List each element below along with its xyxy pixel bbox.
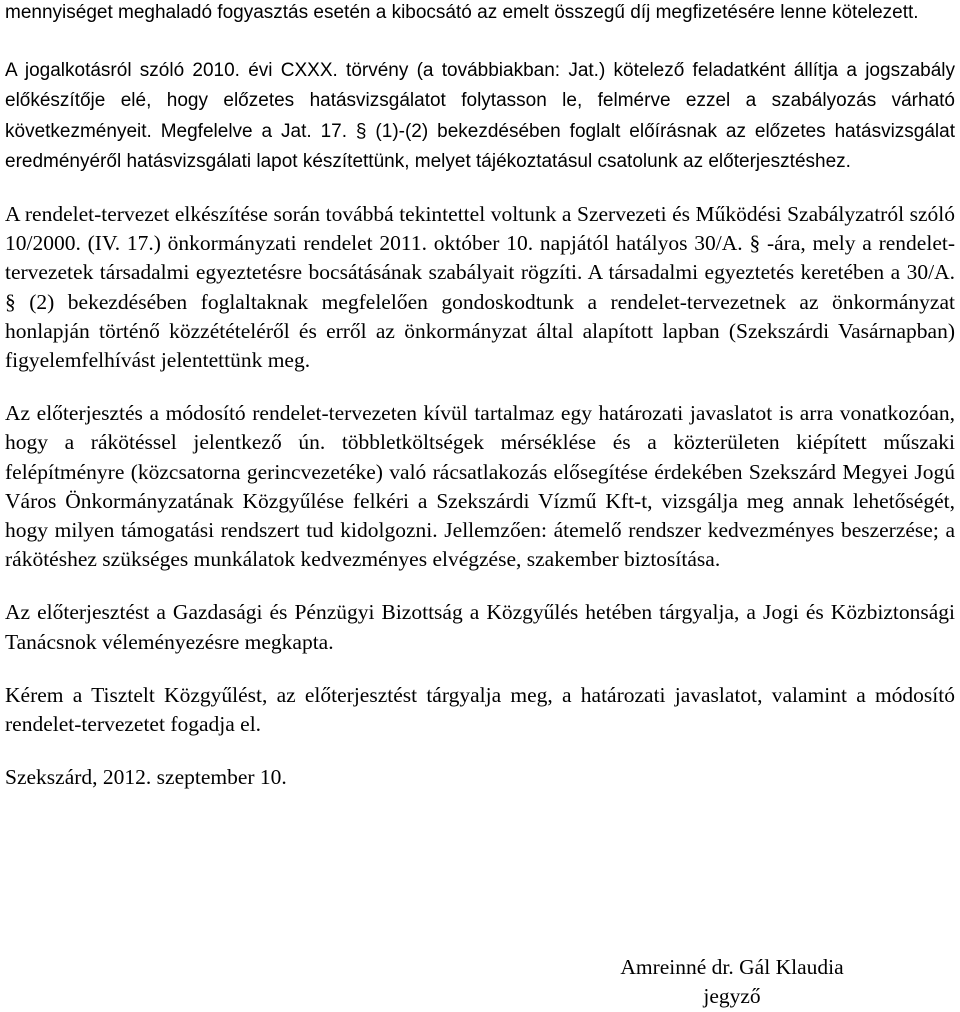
paragraph-request — [5, 681, 955, 739]
paragraph-text: mennyiséget meghaladó fogyasztás esetén a kibocsátó az emelt összegű díj megfizetésére lenne kötelezett. — [5, 2, 919, 23]
paragraph-text: A rendelet-tervezet elkészítése során továbbá tekintettel voltunk a Szervezeti és Működési Szabályzatról szóló 10/2000. (IV. 17.) önkormányzati rendelet 2011. október 10. napjától hatályos 30/A. § -ára, mely a rendelet-tervezetek társadalmi egyeztetésre bocsátásának szabályait rögzíti. A társadalmi egyeztetés keretében a 30/A. § (2) bekezdésében foglaltaknak megfelelően gondoskodtunk a rendelet-tervezetnek az önkormányzat honlapján történő közzétételéről és erről az önkormányzat által alapított lapban (Szekszárdi Vasárnapban) figyelemfelhívást jelentettünk meg. — [5, 202, 955, 373]
place-and-date: Szekszárd, 2012. szeptember 10. — [5, 765, 287, 790]
signatory-title: jegyző — [703, 984, 761, 1009]
paragraph-social-consultation — [5, 200, 955, 375]
paragraph-text: Kérem a Tisztelt Közgyűlést, az előterjesztést tárgyalja meg, a határozati javaslatot, valamint a módosító rendelet-tervezetet fogadja el. — [5, 682, 955, 737]
document-page — [5, 0, 955, 792]
paragraph-consumption-fee — [5, 0, 955, 27]
signature-block — [598, 953, 866, 1011]
paragraph-text: Az előterjesztést a Gazdasági és Pénzügyi Bizottság a Közgyűlés hetében tárgyalja, a Jogi és Közbiztonsági Tanácsnok véleményezésre megkapta. — [5, 600, 955, 654]
paragraph-text: Az előterjesztés a módosító rendelet-tervezeten kívül tartalmaz egy határozati javaslatot is arra vonatkozóan, hogy a rákötéssel jelentkező ún. többletköltségek mérséklése és a közterületen kiépített műszaki felépítményre (közcsatorna gerincvezetéke) való rácsatlakozás elősegítése érdekében Szekszárd Megyei Jogú Város Önkormányzatának Közgyűlése felkéri a Szekszárdi Vízmű Kft-t, vizsgálja meg annak lehetőségét, hogy milyen támogatási rendszert tud kidolgozni. Jellemzően: átemelő rendszer kedvezményes beszerzése; a rákötéshez szükséges munkálatok kedvezményes elvégzése, szakember biztosítása. — [5, 401, 955, 572]
paragraph-resolution-proposal — [5, 399, 955, 574]
paragraph-text: A jogalkotásról szóló 2010. évi CXXX. törvény (a továbbiakban: Jat.) kötelező feladatként állítja a jogszabály előkészítője elé, hogy előzetes hatásvizsgálatot folytasson le, felmérve ezzel a szabályozás várható következményeit. Megfelelve a Jat. 17. § (1)-(2) bekezdésében foglalt előírásnak az előzetes hatásvizsgálat eredményéről hatásvizsgálati lapot készítettünk, melyet tájékoztatásul csatolunk az előterjesztéshez. — [5, 60, 955, 172]
paragraph-impact-assessment — [5, 55, 955, 176]
paragraph-committee-review — [5, 598, 955, 656]
signatory-name: Amreinné dr. Gál Klaudia — [620, 955, 844, 979]
